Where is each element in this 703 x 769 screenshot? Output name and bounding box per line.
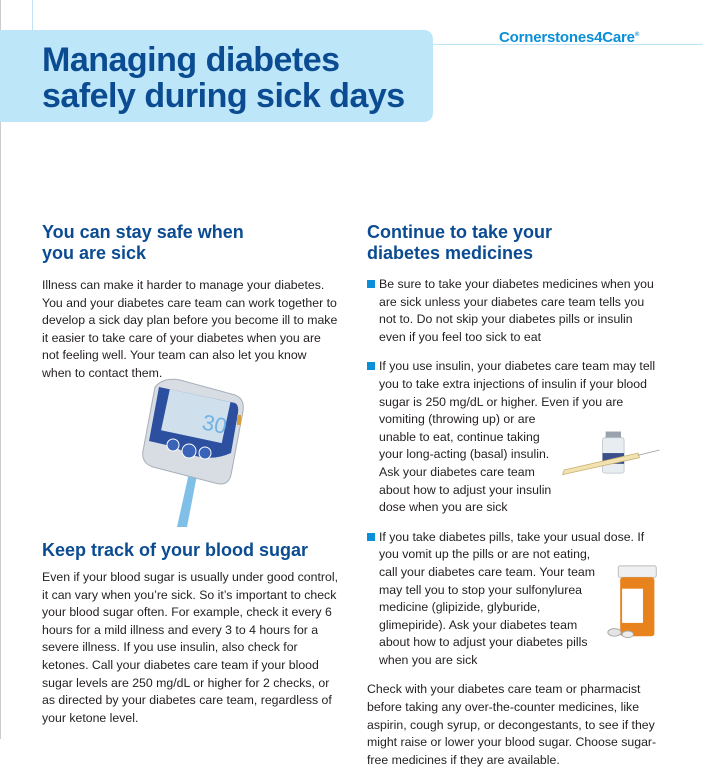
title-line-1: Managing diabetes [42,41,340,79]
pill-bottle-image [605,564,661,640]
heading-line: Continue to take your [367,222,553,242]
paragraph-blood-sugar: Even if your blood sugar is usually under good control, it can vary when you’re sick. So it’s important to check your blood sugar often. For example, check it every 6 hours for a mild illness and every 3 to 4 hours for a severe illness. If you use insulin, also check for ketones. Call your diabetes care team if your blood sugar levels are 250 mg/dL or higher for 2 checks, or as directed by your diabetes care team, regardless of your ketone level. [42,570,338,725]
paragraph-otc-medicines: Check with your diabetes care team or pharmacist before taking any over-the-counter medicines, like aspirin, cough syrup, or decongestants, to see if they might raise or lower your blood sugar. Choose sugar-free medicines if they are available. [367,682,657,767]
bullet-paragraph [379,358,661,516]
section-heading-medicines [367,222,552,264]
heading-line: diabetes medicines [367,243,534,263]
glucose-meter-image [135,375,250,530]
insulin-vial-syringe-image [561,428,661,482]
logo-text: Cornerstones4Care [499,29,635,46]
bullet-text: If you use insulin, your diabetes care team may tell you to take extra injections of insulin if your blood sugar is 250 mg/dL or higher. Even if you are vomiting (throwing up) or are unable to eat, continue taking your long-acting (basal) insulin. Ask your diabetes care team about how to adjust your insulin dose when you are sick [379,359,656,515]
divider-line [32,0,33,30]
title-line-2: safely during sick days [42,77,405,115]
page-title [42,42,405,114]
brand-logo [499,29,639,46]
bullet-square-icon [367,362,375,370]
section-heading-stay-safe [42,222,244,264]
bullet-paragraph [379,276,661,346]
bullet-item [367,529,661,670]
bullet-square-icon [367,280,375,288]
bullet-item [367,276,661,346]
section-heading-blood-sugar: Keep track of your blood sugar [42,540,309,560]
bullet-text: If you take diabetes pills, take your usual dose. If you vomit up the pills or are not eating, call your diabetes care team. Your team may tell you to stop your sulfonylurea medicine (glipizide, glyburide, glimepiride). Ask your diabetes team about how to adjust your diabetes pills when you are sick [379,529,645,667]
heading-line: You can stay safe when [42,222,244,242]
bullet-item [367,358,661,516]
bullet-text: Be sure to take your diabetes medicines when you are sick unless your diabetes care team tells you not to. Do not skip your diabetes pills or insulin even if you feel too sick to eat [379,277,654,344]
svg-text:30: 30 [199,409,230,439]
heading-line: you are sick [42,243,147,263]
bullet-paragraph [379,529,661,670]
medicines-column [367,276,661,769]
paragraph-stay-safe: Illness can make it harder to manage your diabetes. You and your diabetes care team can work together to develop a sick day plan before you become ill to make it easier to take care of your diabetes when you are not feeling well. Your team can also let you know when to contact them. [42,278,338,380]
bullet-square-icon [367,533,375,541]
logo-mark: ® [634,32,640,38]
